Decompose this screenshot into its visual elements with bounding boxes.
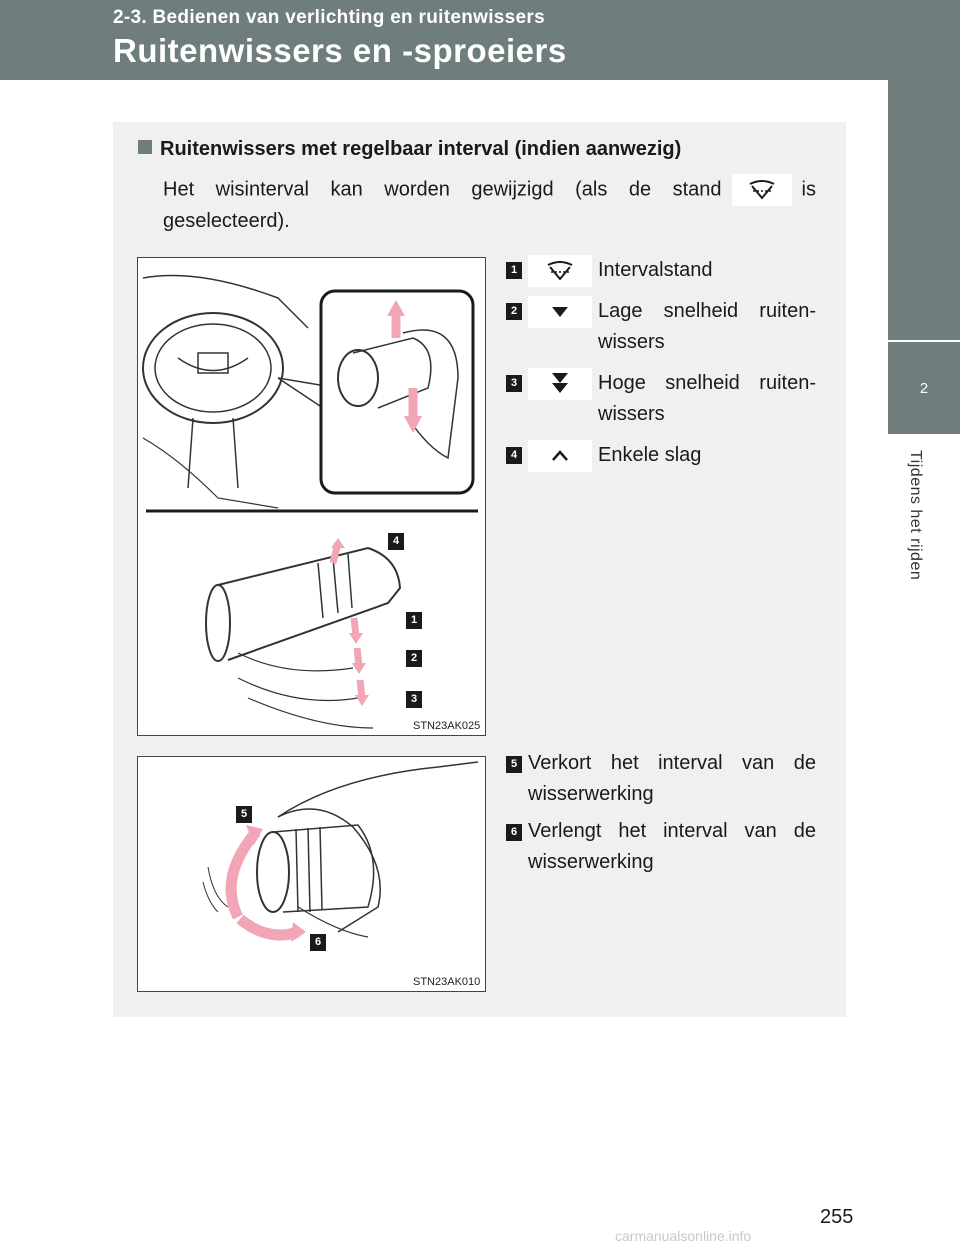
callout-4: 4 [388, 533, 404, 550]
wiper-interval-icon [528, 255, 592, 287]
page-number: 255 [820, 1206, 854, 1228]
wiper-lever-illustration [137, 257, 486, 736]
legend-item: 6 Verlengt het interval van de wisserwerking [506, 816, 816, 878]
page-title: Ruitenwissers en -sproeiers [113, 32, 567, 69]
callout-3: 3 [406, 691, 422, 708]
legend-item: 3 Hoge snelheid ruiten-wissers [506, 368, 816, 430]
wiper-mist-icon [528, 440, 592, 472]
wiper-position-legend [506, 255, 816, 481]
section-heading: Ruitenwissers met regelbaar interval (indien aanwezig) [138, 138, 681, 161]
callout-6: 6 [310, 934, 326, 951]
interval-dial-illustration [137, 756, 486, 992]
legend-item: 1 Intervalstand [506, 255, 816, 286]
page-header [0, 0, 960, 80]
wiper-high-icon [528, 368, 592, 400]
interval-adjust-legend [506, 748, 816, 884]
square-bullet-icon [138, 140, 152, 154]
intro-paragraph: Het wisinterval kan worden gewijzigd (als de stand is geselecteerd). [163, 174, 816, 237]
callout-5: 5 [236, 806, 252, 823]
side-tab-top [888, 80, 960, 340]
watermark: carmanualsonline.info [615, 1228, 752, 1244]
callout-1: 1 [406, 612, 422, 629]
side-tab-number: 2 [888, 342, 960, 434]
legend-item: 2 Lage snelheid ruiten-wissers [506, 296, 816, 358]
section-title: 2-3. Bedienen van verlichting en ruitenwissers [113, 7, 545, 28]
legend-item: 5 Verkort het interval van de wisserwerking [506, 748, 816, 810]
callout-2: 2 [406, 650, 422, 667]
figure-code: STN23AK010 [413, 976, 481, 988]
figure-code: STN23AK025 [413, 720, 481, 732]
wiper-interval-icon [732, 174, 792, 206]
legend-item: 4 Enkele slag [506, 440, 816, 471]
wiper-low-icon [528, 296, 592, 328]
